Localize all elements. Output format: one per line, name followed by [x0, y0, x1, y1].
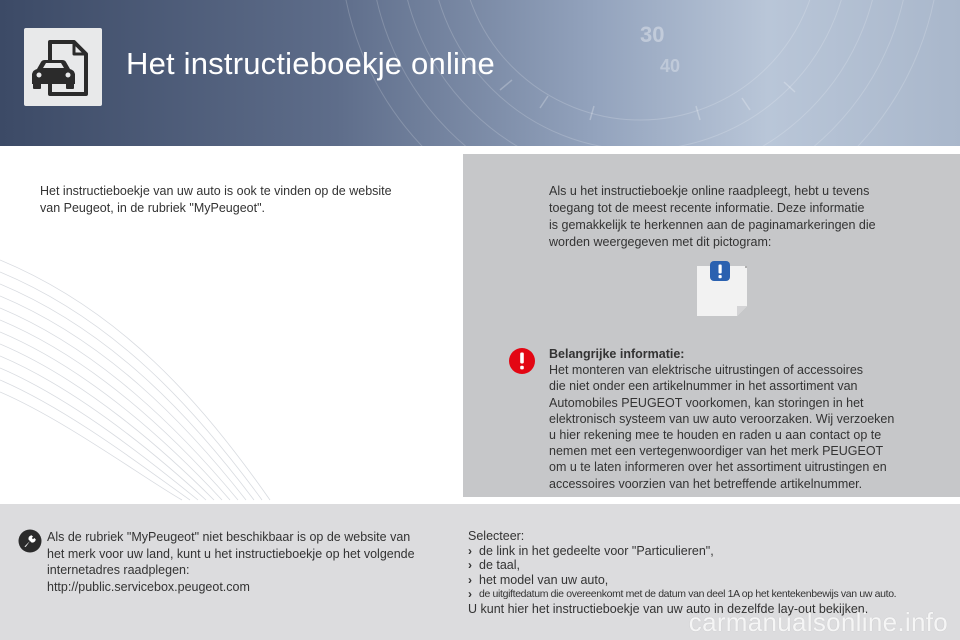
car-document-icon — [24, 28, 102, 106]
svg-text:30: 30 — [640, 22, 665, 47]
selection-steps — [468, 529, 938, 617]
important-line: Automobiles PEUGEOT voorkomen, kan storingen in het — [549, 395, 864, 410]
important-line: die niet onder een artikelnummer in het assortiment van — [549, 379, 858, 394]
important-line: nemen met een vertegenwoordiger van het merk PEUGEOT — [549, 444, 884, 459]
important-line: om u te laten informeren over het assortiment uitrustingen en — [549, 460, 887, 475]
page-exclamation-icon — [694, 260, 752, 325]
watermark: carmanualsonline.info — [688, 607, 948, 637]
intro-line: van Peugeot, in de rubriek "MyPeugeot". — [40, 201, 265, 215]
header-banner — [0, 0, 960, 146]
important-heading: Belangrijke informatie: — [549, 347, 685, 361]
decorative-swoosh — [0, 250, 480, 505]
important-notice — [549, 346, 919, 492]
alt-line: internetadres raadplegen: — [47, 563, 190, 577]
chevron-right-icon: › — [468, 543, 472, 558]
chevron-right-icon: › — [468, 558, 472, 573]
wrench-tool-icon — [18, 529, 42, 558]
alternative-address-text — [47, 529, 442, 595]
info-panel-text — [549, 183, 929, 251]
info-line: Als u het instructieboekje online raadpleegt, hebt u tevens — [549, 184, 870, 198]
important-line: accessoires voorzien van het betreffende artikelnummer. — [549, 476, 863, 491]
chevron-right-icon: › — [468, 572, 472, 587]
step-item — [468, 558, 938, 573]
info-line: worden weergegeven met dit pictogram: — [549, 235, 772, 249]
step-text: de uitgiftedatum die overeenkomt met de datum van deel 1A op het kentekenbewijs van uw auto. — [479, 588, 897, 601]
info-line: is gemakkelijk te herkennen aan de paginamarkeringen die — [549, 218, 876, 232]
step-text: de taal, — [479, 558, 521, 573]
alt-line: het merk voor uw land, kunt u het instructieboekje op het volgende — [47, 546, 415, 561]
intro-text — [40, 183, 440, 217]
important-line: elektronisch systeem van uw auto veroorzaken. Wij verzoeken — [549, 411, 895, 426]
step-item — [468, 587, 938, 602]
steps-outro: U kunt hier het instructieboekje van uw auto in dezelfde lay-out bekijken. — [468, 601, 869, 616]
svg-text:40: 40 — [660, 56, 681, 76]
important-line: u hier rekening mee te houden en raden u aan contact op te — [549, 428, 882, 443]
warning-exclamation-icon — [508, 347, 536, 380]
alt-line: Als de rubriek "MyPeugeot" niet beschikbaar is op de website van — [47, 530, 411, 544]
info-line: toegang tot de meest recente informatie. Deze informatie — [549, 201, 865, 215]
important-line: Het monteren van elektrische uitrustingen of accessoires — [549, 363, 864, 378]
steps-intro: Selecteer: — [468, 529, 525, 543]
step-text: de link in het gedeelte voor "Particulieren", — [479, 543, 714, 558]
servicebox-url[interactable]: http://public.servicebox.peugeot.com — [47, 579, 250, 594]
step-text: het model van uw auto, — [479, 572, 609, 587]
step-item — [468, 573, 938, 588]
chevron-right-icon: › — [468, 587, 472, 602]
step-item — [468, 544, 938, 559]
intro-line: Het instructieboekje van uw auto is ook te vinden op de website — [40, 184, 392, 198]
page-title: Het instructieboekje online — [126, 46, 495, 81]
